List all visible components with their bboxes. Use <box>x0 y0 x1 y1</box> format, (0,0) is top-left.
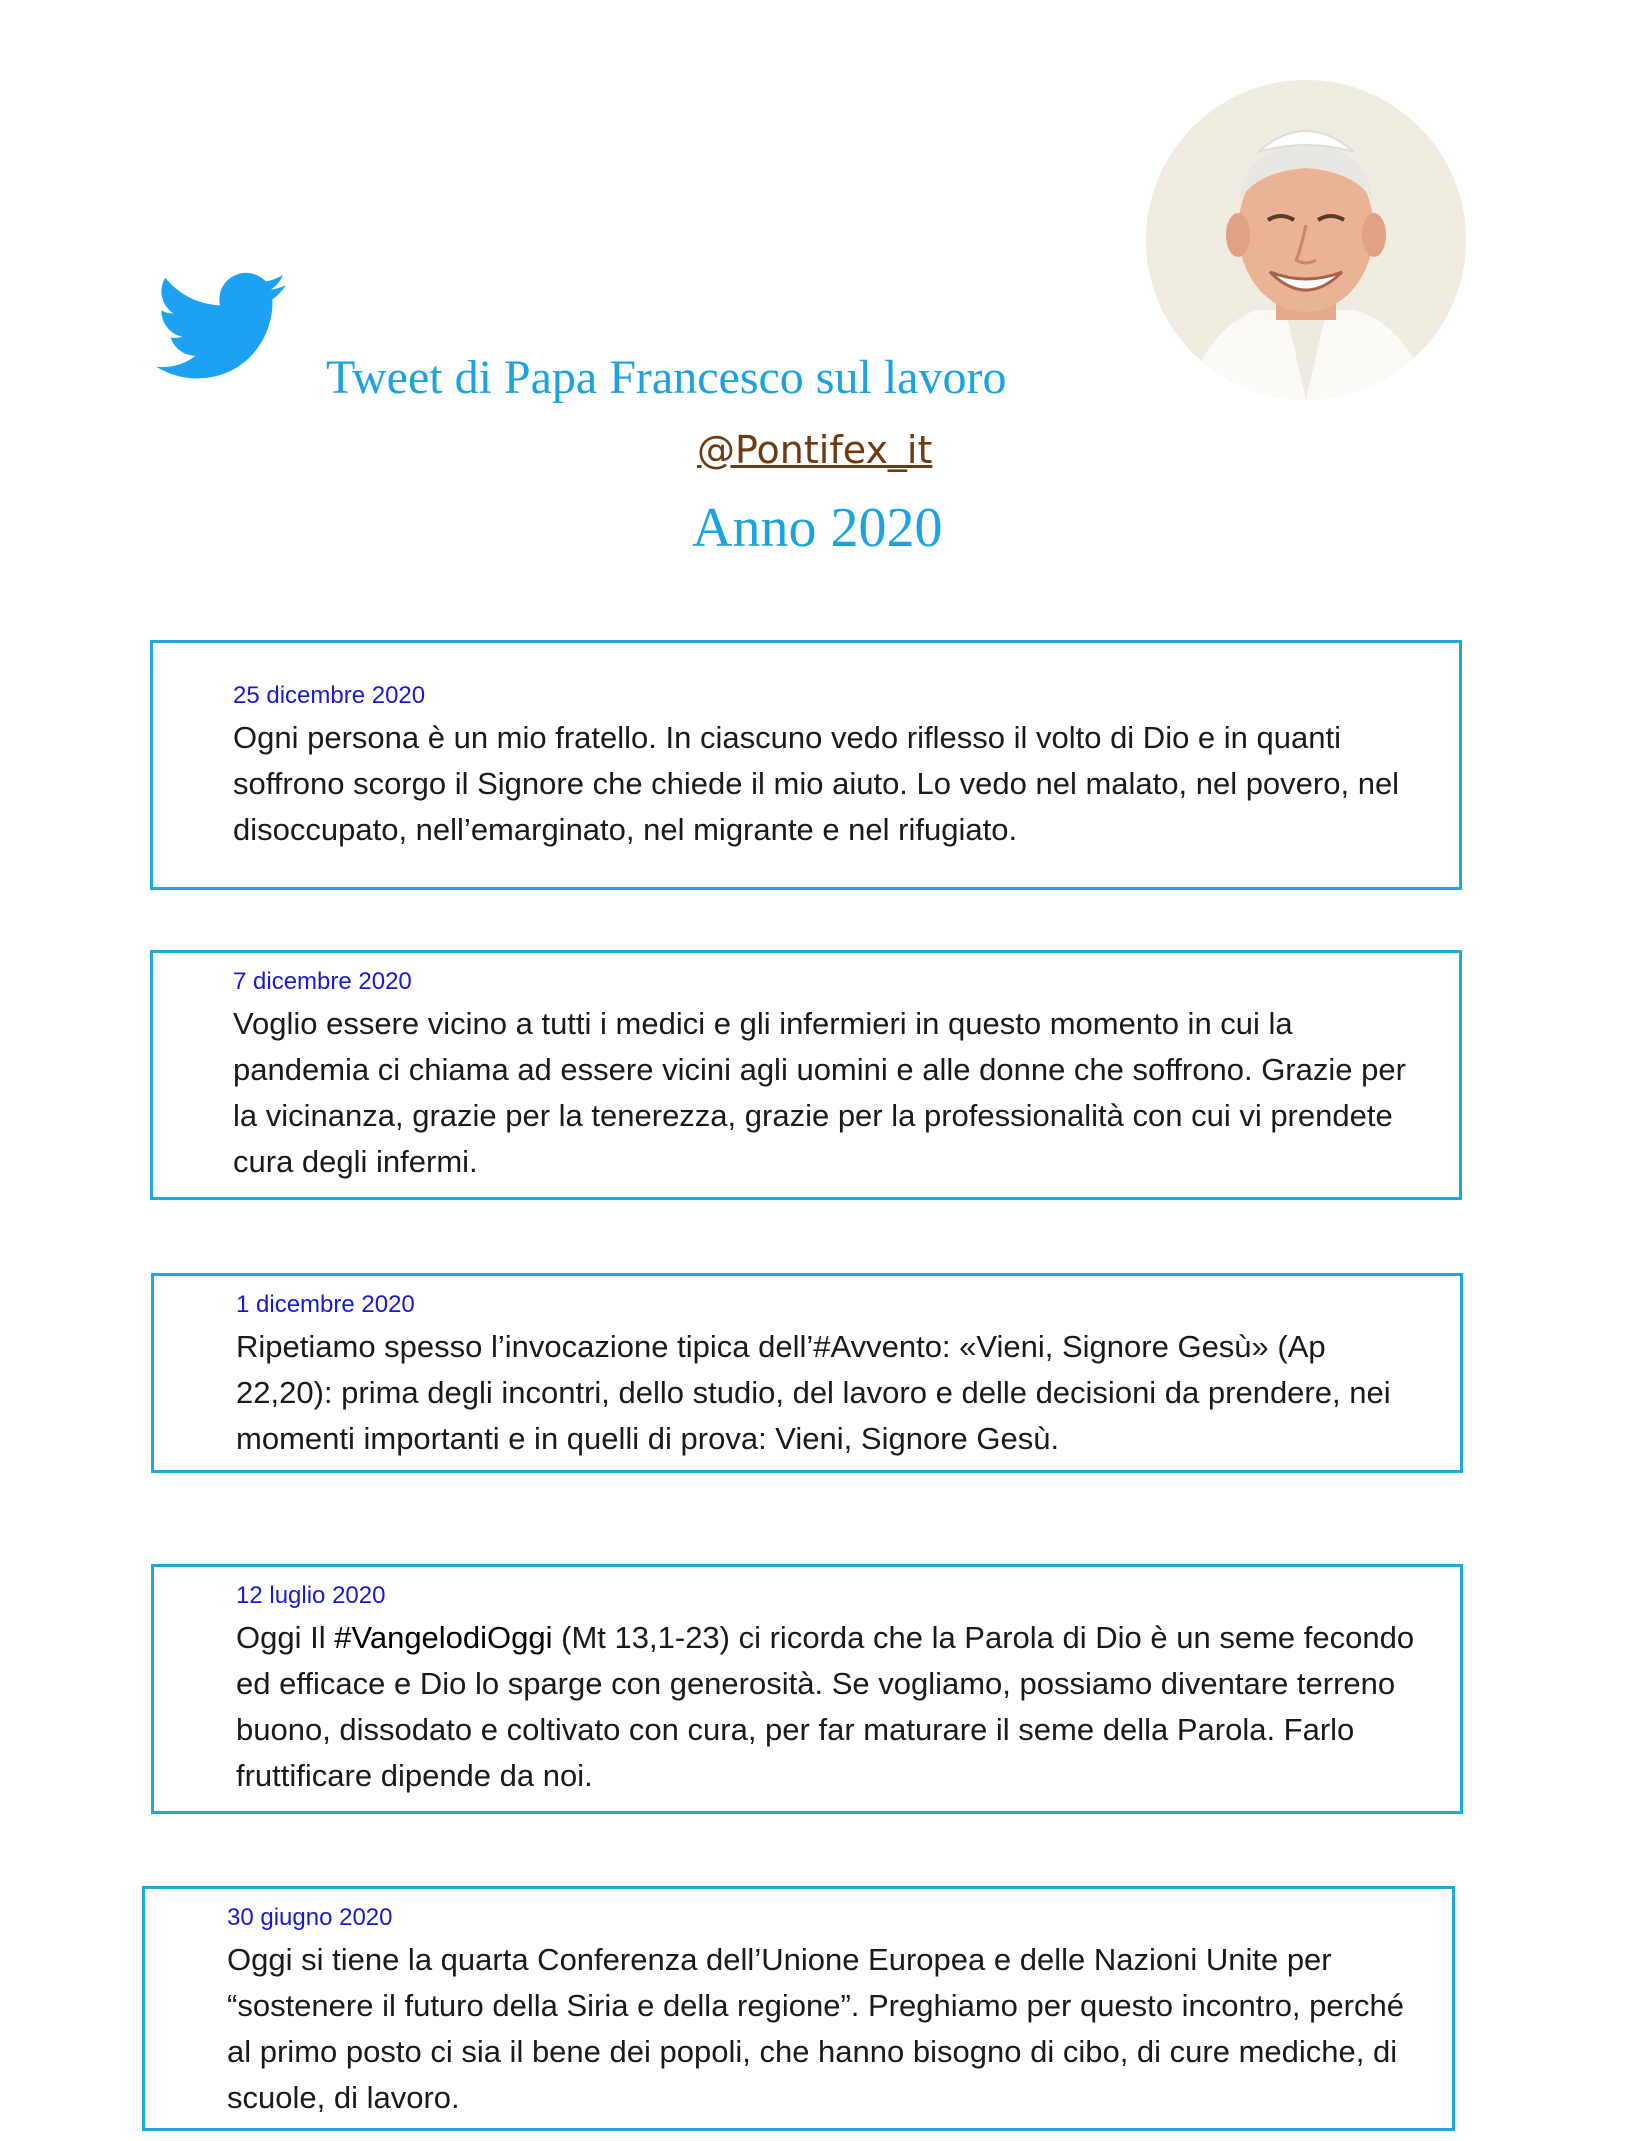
tweet-date: 12 luglio 2020 <box>236 1582 386 1609</box>
page-title: Tweet di Papa Francesco sul lavoro <box>326 351 1007 404</box>
tweet-text: Ripetiamo spesso l’invocazione tipica dell’#Avvento: «Vieni, Signore Gesù» (Ap 22,20): prima degli incontri, dello studio, del lavoro e delle decisioni da prendere, nei momenti importanti e in quelli di prova: Vieni, Signore Gesù. <box>236 1329 1391 1456</box>
hashtag-link[interactable]: #VangelodiOggi <box>334 1620 553 1655</box>
tweet-text: Voglio essere vicino a tutti i medici e gli infermieri in questo momento in cui la pandemia ci chiama ad essere vicini agli uomini e alle donne che soffrono. Grazie per la vicinanza, grazie per la tenerezza, grazie per la professionalità con cui vi prendete cura degli infermi. <box>233 1006 1406 1179</box>
pope-portrait <box>1146 80 1466 400</box>
tweet-text <box>236 1615 1420 1799</box>
tweet-text: Oggi si tiene la quarta Conferenza dell’Unione Europea e delle Nazioni Unite per “sostenere il futuro della Siria e della regione”. Preghiamo per questo incontro, perché al primo posto ci sia il bene dei popoli, che hanno bisogno di cibo, di cure mediche, di scuole, di lavoro. <box>227 1942 1404 2115</box>
twitter-bird-icon <box>156 272 286 382</box>
tweet-date: 30 giugno 2020 <box>227 1904 393 1931</box>
tweet-date: 1 dicembre 2020 <box>236 1291 415 1318</box>
tweet-date: 25 dicembre 2020 <box>233 682 426 709</box>
year-heading: Anno 2020 <box>692 497 943 559</box>
portrait-illustration <box>1146 80 1466 400</box>
tweet-text-before: Oggi Il <box>236 1620 335 1655</box>
tweet-card <box>150 950 1462 1200</box>
tweet-card <box>151 1564 1463 1814</box>
tweet-date: 7 dicembre 2020 <box>233 968 412 995</box>
twitter-handle-link[interactable]: @Pontifex_it <box>697 428 933 472</box>
tweet-text-after: (Mt 13,1-23) ci ricorda che la Parola di Dio è un seme fecondo ed efficace e Dio lo sparge con generosità. Se vogliamo, possiamo diventare terreno buono, dissodato e coltivato con cura, per far maturare il seme della Parola. Farlo fruttificare dipende da noi. <box>236 1620 1415 1793</box>
tweet-card <box>151 1273 1463 1473</box>
tweet-card <box>150 640 1462 890</box>
tweet-card <box>142 1886 1455 2131</box>
tweet-text: Ogni persona è un mio fratello. In ciascuno vedo riflesso il volto di Dio e in quanti soffrono scorgo il Signore che chiede il mio aiuto. Lo vedo nel malato, nel povero, nel disoccupato, nell’emarginato, nel migrante e nel rifugiato. <box>233 720 1400 847</box>
